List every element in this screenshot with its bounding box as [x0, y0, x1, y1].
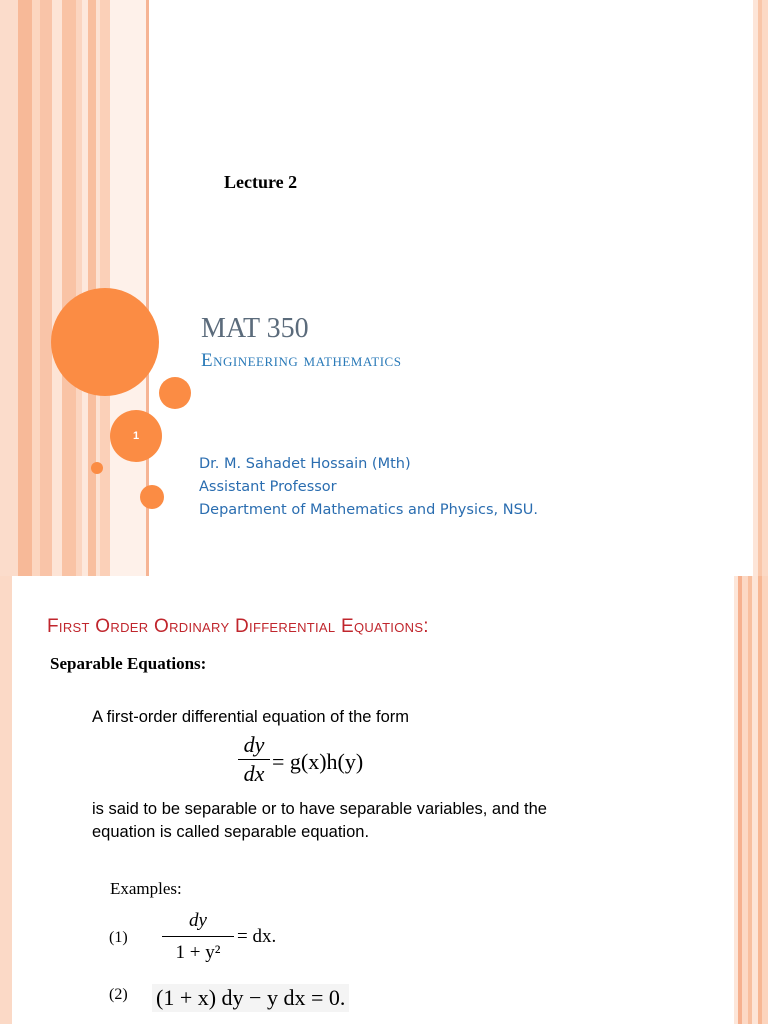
decorative-stripe	[52, 0, 62, 576]
example-1-numerator: dy	[189, 910, 207, 931]
equation-numerator: dy	[243, 732, 265, 757]
decorative-stripe	[762, 0, 768, 576]
slide-number: 1	[132, 430, 140, 442]
lecture-label: Lecture 2	[224, 172, 298, 192]
equation-rhs: = g(x)h(y)	[272, 749, 364, 774]
decorative-stripe	[18, 0, 32, 576]
course-code: MAT 350	[201, 313, 309, 344]
instructor-title: Assistant Professor	[199, 479, 337, 495]
example-1-denominator: 1 + y²	[175, 942, 221, 963]
decorative-circle	[159, 377, 191, 409]
decorative-circle-small	[91, 462, 103, 474]
decorative-stripe	[762, 576, 768, 1024]
decorative-stripe	[40, 0, 52, 576]
decorative-stripe	[32, 0, 40, 576]
decorative-circle-large	[51, 288, 159, 396]
slide-number-badge	[110, 410, 162, 462]
decorative-stripe	[110, 0, 146, 576]
decorative-circle	[140, 485, 164, 509]
description-line-2: equation is called separable equation.	[92, 823, 370, 841]
equation-denominator: dx	[243, 761, 265, 786]
subtitle: Separable Equations:	[50, 654, 207, 673]
instructor-name: Dr. M. Sahadet Hossain (Mth)	[199, 456, 411, 472]
example-2-expression: (1 + x) dy − y dx = 0.	[152, 984, 349, 1012]
section-title: First Order Ordinary Differential Equations:	[47, 616, 429, 637]
description-line-1: is said to be separable or to have separable variables, and the	[92, 800, 547, 818]
examples-label: Examples:	[110, 879, 182, 898]
decorative-stripe	[62, 0, 76, 576]
example-1-rhs: = dx.	[237, 926, 277, 947]
instructor-block	[199, 453, 538, 522]
intro-text: A first-order differential equation of the form	[92, 708, 410, 726]
decorative-stripe	[0, 0, 18, 576]
fraction-bar	[238, 759, 270, 760]
equation-fraction	[238, 732, 270, 787]
example-number: (1)	[109, 929, 128, 946]
fraction-bar	[162, 936, 234, 937]
decorative-stripe	[0, 576, 12, 1024]
example-1-fraction	[162, 908, 234, 965]
example-number: (2)	[109, 986, 128, 1003]
content-slide	[0, 576, 768, 1024]
instructor-department: Department of Mathematics and Physics, NSU.	[199, 502, 538, 518]
course-name: Engineering mathematics	[201, 350, 402, 371]
